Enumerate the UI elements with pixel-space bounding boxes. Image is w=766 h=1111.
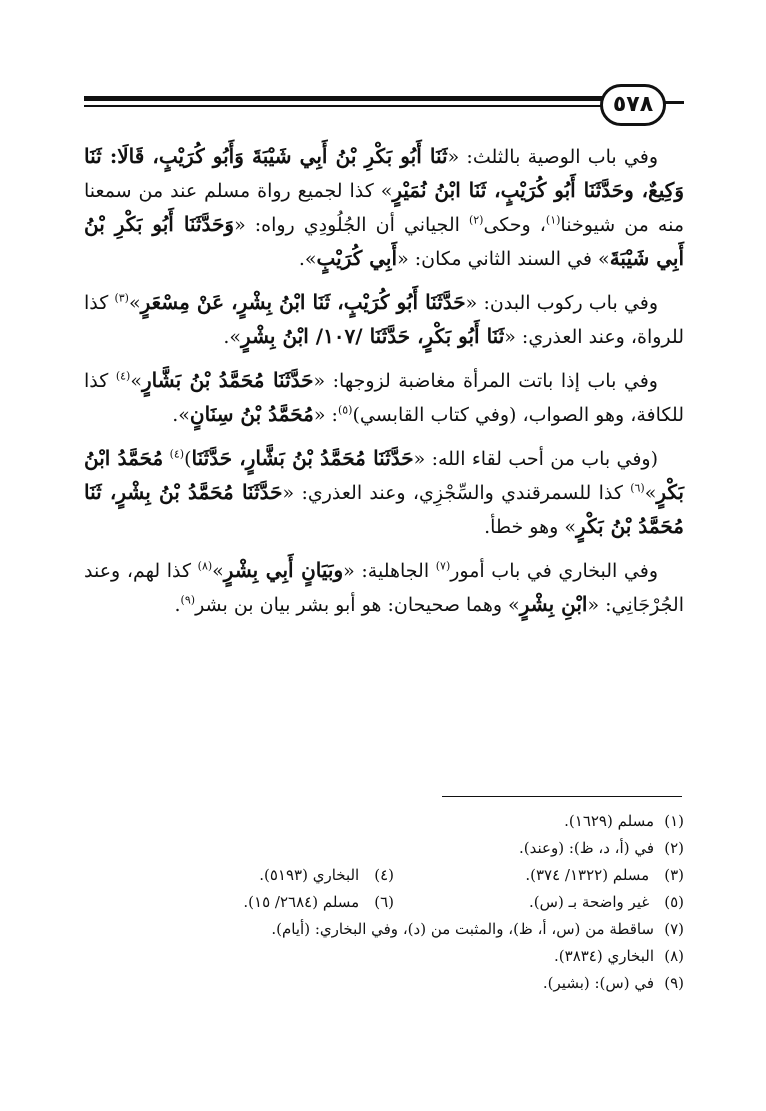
p5-text-b: الجاهلية: «	[343, 560, 436, 582]
footnote-text: غير واضحة بـ (س).	[529, 893, 650, 911]
p4-text-i: » وهو خطأ.	[484, 516, 576, 538]
p4-text-f: »	[644, 482, 657, 504]
paragraph-5	[84, 554, 684, 622]
footnote-number: (١)	[664, 812, 684, 830]
footnote-number: (٥)	[664, 893, 684, 911]
p5-text-e: كذا لهم، وعند الجُرْجَانِي: «	[84, 560, 684, 616]
footnote-number: (٦)	[374, 893, 394, 911]
footnote-text: مسلم (١٦٢٩).	[564, 812, 654, 830]
p3-text-d: كذا للكافة، وهو الصواب، (وفي كتاب القابسي)	[84, 370, 684, 426]
footnote-text: في (أ، د، ظ): (وعند).	[519, 839, 654, 857]
p3-text-a: وفي باب إذا باتت المرأة مغاضبة لزوجها: «	[313, 370, 658, 392]
p3-text-c: »	[130, 370, 142, 392]
footnote-row	[84, 889, 684, 916]
p2-hadith-chain-1: حَدَّثَنَا أَبُو كُرَيْبٍ، ثَنَا ابْنُ بِشْرٍ، عَنْ مِسْعَرٍ	[140, 290, 466, 314]
footnotes	[84, 808, 684, 997]
p4-hadith-chain-2: مُحَمَّدُ ابْنُ بَكْرٍ	[84, 446, 684, 504]
page-number: ٥٧٨	[600, 84, 666, 126]
main-text	[84, 140, 684, 632]
p1-text-a: وفي باب الوصية بالثلث: «	[447, 146, 658, 168]
footnote-text: في (س): (بشير).	[542, 974, 654, 992]
footnote-ref-4[interactable]: (٤)	[115, 369, 131, 383]
footnote-row	[84, 808, 684, 835]
p1-text-c: » كذا لجميع رواة مسلم عند من سمعنا منه من شيوخنا	[84, 180, 685, 236]
footnote-number: (٩)	[664, 974, 684, 992]
p4-hadith-chain-3: حَدَّثَنَا مُحَمَّدُ بْنُ بِشْرٍ، ثَنَا مُحَمَّدُ بْنُ بَكْرٍ	[84, 480, 684, 538]
footnote-cell	[104, 889, 394, 916]
p4-text-g: كذا للسمرقندي والسِّجْزِي، وعند العذري: «	[282, 482, 631, 504]
paragraph-2	[84, 286, 684, 354]
p5-text-h: .	[174, 594, 181, 616]
p2-text-f: ».	[223, 326, 242, 348]
footnote-text: البخاري (٣٨٣٤).	[554, 947, 654, 965]
footnote-cell	[394, 862, 684, 889]
p1-text-g: » في السند الثاني مكان: «	[397, 248, 610, 270]
footnote-ref-8[interactable]: (٨)	[197, 559, 213, 573]
p5-text-g: » وهما صحيحان: هو أبو بشر بيان بن بشر	[195, 594, 520, 616]
footnote-number: (٣)	[664, 866, 684, 884]
header-rule-thick	[84, 96, 612, 101]
p2-text-a: وفي باب ركوب البدن: «	[465, 292, 658, 314]
footnote-row	[84, 943, 684, 970]
footnote-row	[84, 916, 684, 943]
footnote-ref-4b[interactable]: (٤)	[169, 447, 185, 461]
p4-text-a: (وفي باب من أحب لقاء الله: «	[413, 448, 658, 470]
paragraph-4	[84, 442, 684, 544]
p3-hadith-chain-1: حَدَّثَنَا مُحَمَّدُ بْنُ بَشَّارٍ	[141, 368, 314, 392]
p1-hadith-chain-1: ثَنَا أَبُو بَكْرِ بْنُ أَبِي شَيْبَةَ وَأَبُو كُرَيْبٍ، قَالَا: ثَنَا وَكِيعٌ، وحَدَّثَنَا أَبُو كُرَيْبٍ، ثَنَا ابْنُ نُمَيْرٍ	[84, 144, 684, 202]
p5-text-d: »	[212, 560, 224, 582]
footnote-ref-2[interactable]: (٢)	[468, 213, 484, 227]
footnote-number: (٤)	[374, 866, 394, 884]
p1-hadith-chain-3: أَبِي كُرَيْبٍ	[316, 246, 398, 270]
footnote-ref-5[interactable]: (٥)	[337, 403, 353, 417]
footnote-separator	[442, 796, 682, 797]
footnote-row	[84, 862, 684, 889]
paragraph-3	[84, 364, 684, 432]
p1-text-d: ، وحكى	[483, 214, 546, 236]
footnote-ref-6[interactable]: (٦)	[630, 481, 645, 495]
p3-hadith-chain-2: مُحَمَّدُ بْنُ سِنَانٍ	[189, 402, 314, 426]
footnote-ref-7[interactable]: (٧)	[435, 559, 451, 573]
footnote-row	[84, 970, 684, 997]
footnote-cell	[104, 862, 394, 889]
p5-hadith-chain-1: وبَيَانٍ أَبِي بِشْرٍ	[223, 558, 344, 582]
footnote-text: مسلم (٢٦٨٤/ ١٥).	[243, 893, 360, 911]
footnote-number: (٢)	[664, 839, 684, 857]
footnote-cell	[394, 889, 684, 916]
p2-text-c: »	[128, 292, 141, 314]
p2-hadith-chain-2: ثَنَا أَبُو بَكْرٍ، حَدَّثَنَا /١٠٧/ ابْنُ بِشْرٍ	[241, 324, 505, 348]
footnote-text: ساقطة من (س، أ، ظ)، والمثبت من (د)، وفي البخاري: (أيام).	[271, 920, 654, 938]
p3-text-g: ».	[172, 404, 190, 426]
p3-text-e: : «	[313, 404, 338, 426]
footnote-ref-1[interactable]: (١)	[545, 213, 561, 227]
p1-hadith-chain-2: وَحَدَّثَنَا أَبُو بَكْرِ بْنُ أَبِي شَيْبَةَ	[84, 212, 684, 270]
footnote-row	[84, 835, 684, 862]
p1-text-e: الجياني أن الجُلُودِي رواه: «	[234, 214, 469, 236]
footnote-ref-3[interactable]: (٣)	[114, 291, 129, 305]
p1-text-i: ».	[298, 248, 317, 270]
page-header	[84, 84, 684, 124]
footnote-text: مسلم (١٣٢٢/ ٣٧٤).	[525, 866, 650, 884]
footnote-text: البخاري (٥١٩٣).	[259, 866, 360, 884]
footnote-number: (٨)	[664, 947, 684, 965]
p4-text-c: )	[184, 448, 192, 470]
footnote-number: (٧)	[664, 920, 684, 938]
p5-text-a: وفي البخاري في باب أمور	[450, 560, 658, 582]
p2-text-d: كذا للرواة، وعند العذري: «	[84, 292, 684, 348]
p5-hadith-chain-2: ابْنِ بِشْرٍ	[519, 592, 588, 616]
p4-hadith-chain-1: حَدَّثَنَا مُحَمَّدُ بْنُ بَشَّارٍ، حَدَّثَنَا	[191, 446, 414, 470]
paragraph-1	[84, 140, 684, 276]
header-rule-thin	[84, 105, 612, 107]
footnote-ref-9[interactable]: (٩)	[180, 593, 196, 607]
